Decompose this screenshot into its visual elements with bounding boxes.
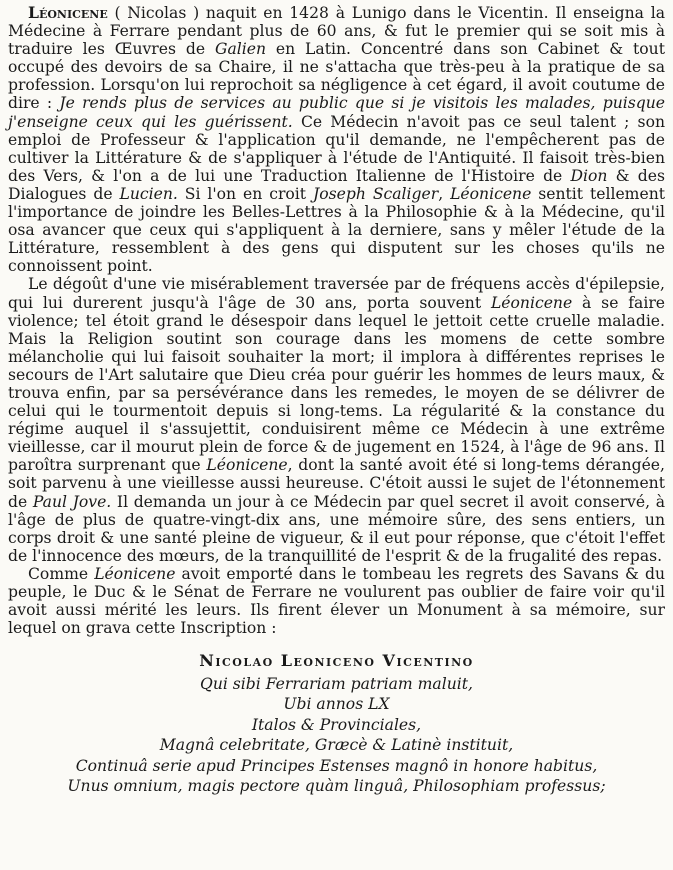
name-dion: Dion bbox=[570, 166, 608, 185]
inscription-line: Continuâ serie apud Principes Estenses magnô in honore habitus, bbox=[75, 756, 598, 775]
inscription-line: Unus omnium, magis pectore quàm linguâ, Philosophiam professus; bbox=[67, 777, 606, 796]
inscription-line: Magnâ celebritate, Græcè & Latinè instituit, bbox=[159, 736, 514, 755]
article-body bbox=[8, 4, 665, 637]
inscription-line: Italos & Provinciales, bbox=[251, 715, 422, 734]
name-leonicene: Léonicene bbox=[490, 293, 573, 312]
inscription-line: Qui sibi Ferrariam patriam maluit, bbox=[200, 674, 473, 693]
inscription-line: Ubi annos LX bbox=[283, 695, 390, 714]
paragraph-2: Le dégoût d'une vie misérablement traversée par de fréquens accès d'épilepsie, qui lui durerent jusqu'à l'âge de 30 ans, porta souvent Léonicene à se faire violence; tel étoit grand le désespoir dans lequel le jettoit cette cruelle maladie. Mais la Religion soutint son courage dans les momens de cette sombre mélancholie qui lui faisoit souhaiter la mort; il implora à différentes reprises le secours de l'Art salutaire que Dieu créa pour guérir les hommes de leurs maux, & trouva enfin, par sa persévérance dans les remedes, le moyen de se délivrer de celui qui le tourmentoit depuis si long-tems. La régularité & la constance du régime auquel il s'assujettit, conduisirent même ce Médecin à une extrême vieillesse, car il mourut plein de force & de jugement en 1524, à l'âge de 96 ans. Il paroîtra surprenant que Léonicene, dont la santé avoit été si long-tems dérangée, soit parvenu à une vieillesse aussi heureuse. C'étoit aussi le sujet de l'étonnement de Paul Jove. Il demanda un jour à ce Médecin par quel secret il avoit conservé, à l'âge de plus de quatre-vingt-dix ans, une mémoire sûre, des sens entiers, un corps droit & une santé pleine de vigueur, & il eut pour réponse, que c'étoit l'effet de l'innocence des mœurs, de la tranquillité de l'esprit & de la frugalité des repas. bbox=[8, 275, 665, 565]
inscription bbox=[8, 651, 665, 797]
inscription-heading: Nicolao Leoniceno Vicentino bbox=[199, 651, 474, 671]
name-paul-jove: Paul Jove. bbox=[32, 492, 112, 511]
name-galien: Galien bbox=[215, 40, 266, 59]
name-scaliger: Joseph Scaliger bbox=[313, 184, 439, 203]
name-leonicene: Léonicene bbox=[206, 456, 288, 475]
name-leonicene: Léonicene bbox=[94, 564, 176, 583]
paragraph-3: Comme Léonicene avoit emporté dans le tombeau les regrets des Savans & du peuple, le Duc & le Sénat de Ferrare ne voulurent pas oublier de faire voir qu'il avoit aussi mérité les leurs. Ils firent élever un Monument à sa mémoire, sur lequel on grava cette Inscription : bbox=[8, 564, 665, 638]
lead-name: Léonicene bbox=[28, 3, 108, 22]
quotation: Je rends plus de services au public que si je visitois les malades, puisque j'enseigne ceux qui les guérissent. bbox=[8, 94, 665, 131]
name-leonicene: Léonicene bbox=[450, 184, 532, 203]
name-lucien: Lucien. bbox=[119, 184, 178, 203]
paragraph-1: Léonicene ( Nicolas ) naquit en 1428 à Lunigo dans le Vicentin. Il enseigna la Médecine à Ferrare pendant plus de 60 ans, & fut le premier qui se soit mis à traduire les Œuvres de Galien en Latin. Concentré dans son Cabinet & tout occupé des devoirs de sa Chaire, il ne s'attacha que très-peu à la pratique de sa profession. Lorsqu'on lui reprochoit sa négligence à cet égard, il avoit coutume de dire : Je rends plus de services au public que si je visitois les malades, puisque j'enseigne ceux qui les guérissent. Ce Médecin n'avoit pas ce seul talent ; son emploi de Professeur & l'application qu'il demande, ne l'empêcherent pas de cultiver la Littérature & de s'appliquer à l'étude de l'Antiquité. Il faisoit très-bien des Vers, & l'on a de lui une Traduction Italienne de l'Histoire de Dion & des Dialogues de Lucien. Si l'on en croit Joseph Scaliger, Léonicene sentit tellement l'importance de joindre les Belles-Lettres à la Philosophie & à la Médecine, qu'il osa avancer que ceux qui s'appliquent à la derniere, sans y mêler l'étude de la Littérature, ressemblent à des gens qui disputent sur les choses qu'ils ne connoissent point. bbox=[8, 3, 666, 276]
